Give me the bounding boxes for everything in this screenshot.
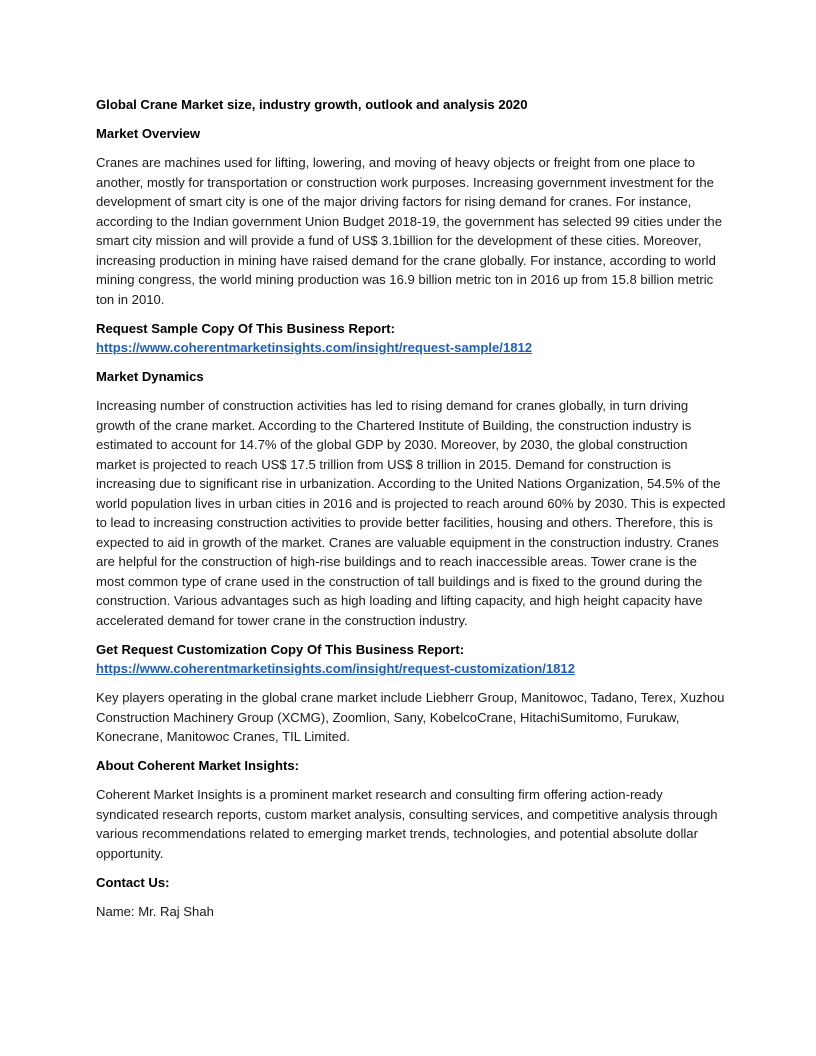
sample-request-label: Request Sample Copy Of This Business Report: xyxy=(96,320,396,336)
sample-request-link[interactable]: https://www.coherentmarketinsights.com/insight/request-sample/1812 xyxy=(96,340,533,355)
market-overview-heading: Market Overview xyxy=(96,126,201,141)
sample-request-block xyxy=(96,319,726,358)
customization-request-link[interactable]: https://www.coherentmarketinsights.com/insight/request-customization/1812 xyxy=(96,661,575,676)
market-dynamics-heading: Market Dynamics xyxy=(96,369,204,384)
contact-heading: Contact Us: xyxy=(96,874,170,890)
market-overview-paragraph: Cranes are machines used for lifting, lowering, and moving of heavy objects or freight from one place to another, mostly for transportation or construction work purposes. Increasing government investment for the development of smart city is one of the major driving factors for rising demand for cranes. For instance, according to the Indian government Union Budget 2018-19, the government has selected 99 cities under the smart city mission and will provide a fund of US$ 3.1billion for the development of these cities. Moreover, increasing production in mining have raised demand for the crane globally. For instance, according to world mining congress, the world mining production was 16.9 billion metric ton in 2016 up from 15.8 billion metric ton in 2010. xyxy=(96,155,723,307)
customization-request-label: Get Request Customization Copy Of This Business Report: xyxy=(96,641,465,657)
about-paragraph: Coherent Market Insights is a prominent market research and consulting firm offering action-ready syndicated research reports, custom market analysis, consulting services, and competitive analysis through various recommendations related to emerging market trends, technologies, and potential absolute dollar opportunity. xyxy=(96,787,718,861)
key-players-paragraph: Key players operating in the global crane market include Liebherr Group, Manitowoc, Tadano, Terex, Xuzhou Construction Machinery Group (XCMG), Zoomlion, Sany, KobelcoCrane, HitachiSumitomo, Furukaw, Konecrane, Manitowoc Cranes, TIL Limited. xyxy=(96,690,725,744)
market-dynamics-paragraph: Increasing number of construction activities has led to rising demand for cranes globally, in turn driving growth of the crane market. According to the Chartered Institute of Building, the construction industry is estimated to account for 14.7% of the global GDP by 2030. Moreover, by 2030, the global construction market is projected to reach US$ 17.5 trillion from US$ 8 trillion in 2015. Demand for construction is increasing due to significant rise in urbanization. According to the United Nations Organization, 54.5% of the world population lives in urban cities in 2016 and is projected to reach around 60% by 2030. This is expected to lead to increasing construction activities to provide better facilities, housing and others. Therefore, this is expected to aid in growth of the market. Cranes are valuable equipment in the construction industry. Cranes are helpful for the construction of high-rise buildings and to reach inaccessible areas. Tower crane is the most common type of crane used in the construction of tall buildings and is fixed to the ground during the construction. Various advantages such as high loading and lifting capacity, and high height capacity have accelerated demand for tower crane in the construction industry. xyxy=(96,398,726,628)
document-title: Global Crane Market size, industry growth, outlook and analysis 2020 xyxy=(96,97,528,112)
about-heading: About Coherent Market Insights: xyxy=(96,758,299,773)
contact-name: Name: Mr. Raj Shah xyxy=(96,903,214,919)
document-page xyxy=(96,95,726,931)
customization-request-block xyxy=(96,640,726,679)
